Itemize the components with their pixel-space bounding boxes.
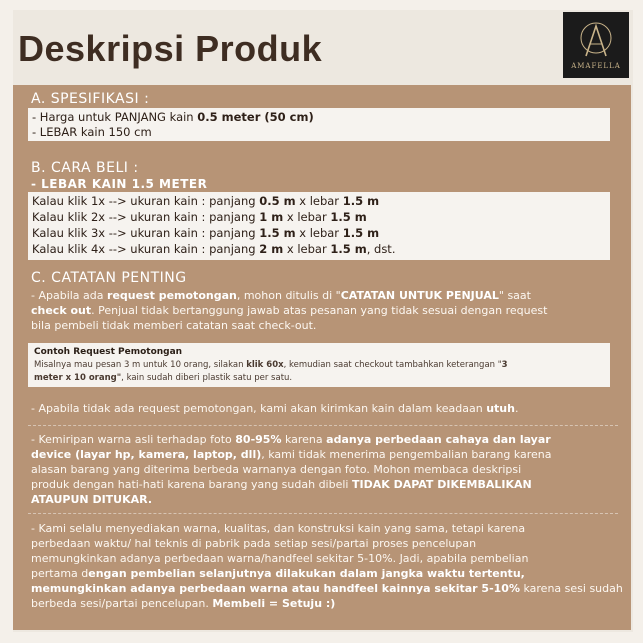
example-text: meter x 10 orang", kain sudah diberi plastik satu per satu.: [34, 373, 293, 383]
note-paragraph-4: perbedaan waktu/ hal teknis di pabrik pada setiap sesi/partai proses pencelupan: [31, 537, 477, 550]
buy-guide-box: [28, 192, 610, 260]
note-paragraph-4: pertama dengan pembelian selanjutnya dilakukan dalam jangka waktu tertentu,: [31, 567, 525, 580]
note-paragraph-3: device (layar hp, kamera, laptop, dll), kami tidak menerima pengembalian barang karena: [31, 448, 552, 461]
cutting-request-example-box: [28, 343, 610, 387]
logo-a-mark-icon: [578, 20, 614, 60]
note-paragraph-3: produk dengan hati-hati karena barang yang sudah dibeli TIDAK DAPAT DIKEMBALIKAN: [31, 478, 532, 491]
section-c-heading: C. CATATAN PENTING: [31, 270, 187, 286]
note-paragraph-1: check out. Penjual tidak bertanggung jawab atas pesanan yang tidak sesuai dengan request: [31, 304, 548, 317]
spec-line-length: - Harga untuk PANJANG kain 0.5 meter (50 cm): [32, 110, 314, 124]
brand-name: AMAFELLA: [571, 62, 621, 70]
example-title: Contoh Request Pemotongan: [34, 347, 183, 357]
buy-row: Kalau klik 4x --> ukuran kain : panjang 2 m x lebar 1.5 m, dst.: [32, 242, 396, 256]
description-content: [13, 85, 631, 630]
section-divider: [28, 513, 618, 514]
section-b-heading: B. CARA BELI :: [31, 160, 139, 176]
buy-row: Kalau klik 3x --> ukuran kain : panjang 1.5 m x lebar 1.5 m: [32, 226, 380, 240]
note-paragraph-1: - Apabila ada request pemotongan, mohon ditulis di "CATATAN UNTUK PENJUAL" saat: [31, 289, 531, 302]
buy-row: Kalau klik 2x --> ukuran kain : panjang 1 m x lebar 1.5 m: [32, 210, 367, 224]
page-title: Deskripsi Produk: [18, 28, 323, 69]
note-paragraph-1: bila pembeli tidak memberi catatan saat check-out.: [31, 319, 317, 332]
spec-line-width: - LEBAR kain 150 cm: [32, 125, 152, 139]
spec-box: [28, 108, 610, 141]
section-a-heading: A. SPESIFIKASI :: [31, 91, 150, 107]
note-paragraph-4: - Kami selalu menyediakan warna, kualitas, dan konstruksi kain yang sama, tetapi karena: [31, 522, 526, 535]
note-paragraph-2: - Apabila tidak ada request pemotongan, kami akan kirimkan kain dalam keadaan utuh.: [31, 402, 519, 415]
section-divider: [28, 425, 618, 426]
section-b-subheading: - LEBAR KAIN 1.5 METER: [31, 177, 208, 191]
buy-row: Kalau klik 1x --> ukuran kain : panjang 0.5 m x lebar 1.5 m: [32, 194, 380, 208]
note-paragraph-4: memungkinkan adanya perbedaan warna atau handfeel kainnya sekitar 5-10% karena sesi sudah: [31, 582, 623, 595]
note-paragraph-4: berbeda sesi/partai pencelupan. Membeli = Setuju :): [31, 597, 336, 610]
note-paragraph-4: memungkinkan adanya perbedaan warna/handfeel sekitar 5-10%. Jadi, apabila pembelian: [31, 552, 529, 565]
brand-logo: [563, 12, 629, 78]
note-paragraph-3: - Kemiripan warna asli terhadap foto 80-95% karena adanya perbedaan cahaya dan layar: [31, 433, 551, 446]
note-paragraph-3: alasan barang yang diterima berbeda warnanya dengan foto. Mohon membaca deskripsi: [31, 463, 522, 476]
note-paragraph-3: ATAUPUN DITUKAR.: [31, 493, 152, 506]
example-text: Misalnya mau pesan 3 m untuk 10 orang, silakan klik 60x, kemudian saat checkout tambahkan keterangan "3: [34, 360, 508, 370]
